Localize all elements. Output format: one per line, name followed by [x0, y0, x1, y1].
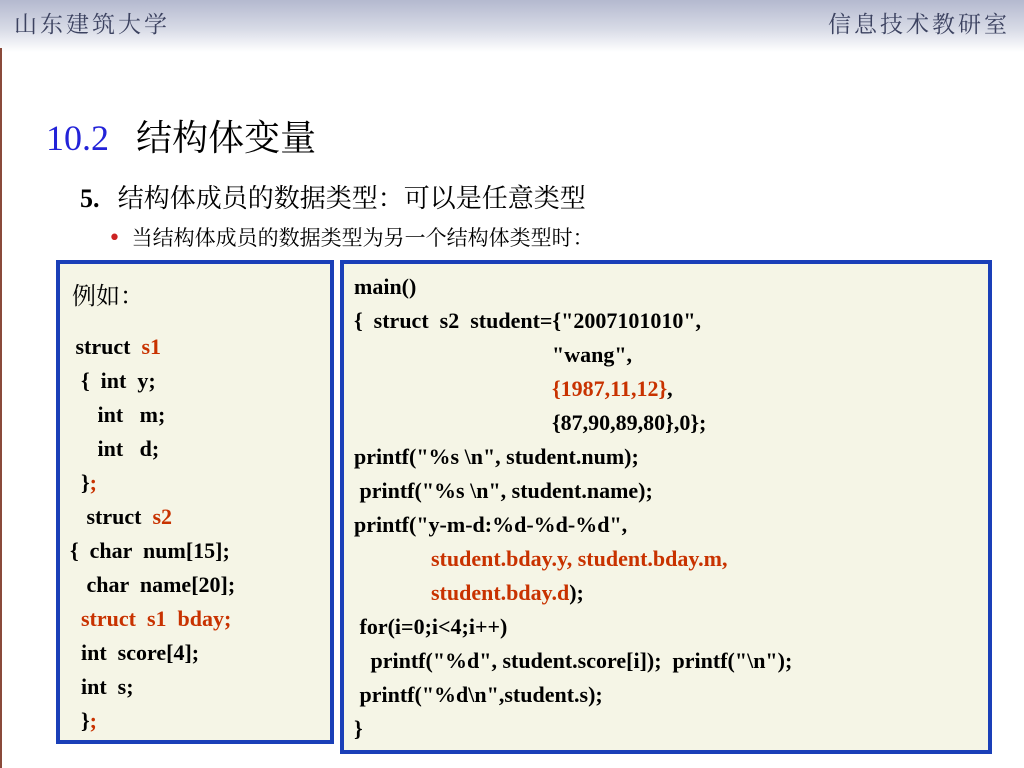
code-line — [354, 372, 792, 406]
code-line — [354, 610, 792, 644]
main-code-box — [340, 260, 992, 754]
code-text: {87,90,89,80},0}; — [354, 410, 707, 435]
code-text: printf("%s \n", student.num); — [354, 444, 639, 469]
code-line — [354, 440, 792, 474]
school-name: 山东建筑大学 — [14, 12, 170, 38]
code-text: int s; — [70, 674, 134, 699]
code-highlight: s1 — [141, 334, 162, 359]
slide-title — [46, 110, 316, 161]
department-name: 信息技术教研室 — [828, 12, 1010, 38]
code-text: printf("%d", student.score[i]); printf("\n"); — [354, 648, 793, 673]
code-line — [70, 534, 235, 568]
point-text: 结构体成员的数据类型：可以是任意类型 — [117, 184, 586, 214]
code-text: struct — [70, 334, 142, 359]
code-line — [354, 406, 792, 440]
code-text: "wang", — [354, 342, 633, 367]
code-line — [354, 576, 792, 610]
struct-definition-code — [70, 330, 235, 738]
code-text: } — [354, 716, 363, 741]
code-line — [354, 304, 792, 338]
code-line — [354, 474, 792, 508]
code-text: } — [70, 708, 90, 733]
example-label: 例如： — [72, 282, 144, 310]
code-line — [70, 602, 235, 636]
code-text: { char num[15]; — [70, 538, 230, 563]
code-line — [70, 398, 235, 432]
code-line — [70, 500, 235, 534]
code-highlight: student.bday.d — [431, 580, 570, 605]
code-line — [70, 636, 235, 670]
code-highlight: struct s1 bday; — [70, 606, 232, 631]
code-line — [354, 508, 792, 542]
code-line — [354, 338, 792, 372]
code-text: } — [70, 470, 90, 495]
sub-point — [108, 222, 594, 252]
code-line — [354, 712, 792, 746]
code-line — [70, 364, 235, 398]
point-number: 5. — [80, 184, 100, 213]
code-text: ); — [569, 580, 584, 605]
code-highlight: {1987,11,12} — [552, 376, 668, 401]
code-line — [70, 466, 235, 500]
point-5 — [80, 178, 586, 215]
code-line — [70, 432, 235, 466]
code-text: { struct s2 student={"2007101010", — [354, 308, 702, 333]
code-text: { int y; — [70, 368, 156, 393]
code-highlight: s2 — [152, 504, 173, 529]
code-text: char name[20]; — [70, 572, 236, 597]
code-text — [354, 546, 431, 571]
code-line — [354, 678, 792, 712]
code-text — [354, 376, 552, 401]
code-line — [354, 542, 792, 576]
code-highlight: ; — [89, 708, 97, 733]
code-text: int d; — [70, 436, 160, 461]
slide-header — [0, 0, 1024, 52]
code-line — [354, 644, 792, 678]
code-line — [70, 704, 235, 738]
code-text: int score[4]; — [70, 640, 200, 665]
code-line — [354, 270, 792, 304]
struct-definition-box — [56, 260, 334, 744]
main-function-code — [354, 270, 792, 746]
code-text: struct — [70, 504, 153, 529]
section-title: 结构体变量 — [136, 118, 317, 159]
code-text: , — [667, 376, 673, 401]
code-text: main() — [354, 274, 417, 299]
code-line — [70, 330, 235, 364]
section-number: 10.2 — [46, 118, 109, 158]
code-text — [354, 580, 431, 605]
code-highlight: ; — [89, 470, 97, 495]
code-line — [70, 670, 235, 704]
code-text: int m; — [70, 402, 166, 427]
code-text: for(i=0;i<4;i++) — [354, 614, 508, 639]
code-text: printf("%d\n",student.s); — [354, 682, 603, 707]
code-highlight: student.bday.y, student.bday.m, — [431, 546, 728, 571]
sub-point-text: 当结构体成员的数据类型为另一个结构体类型时： — [131, 226, 594, 250]
bullet-icon: • — [108, 226, 121, 251]
left-border-line — [0, 48, 2, 768]
code-text: printf("y-m-d:%d-%d-%d", — [354, 512, 628, 537]
code-text: printf("%s \n", student.name); — [354, 478, 653, 503]
code-line — [70, 568, 235, 602]
